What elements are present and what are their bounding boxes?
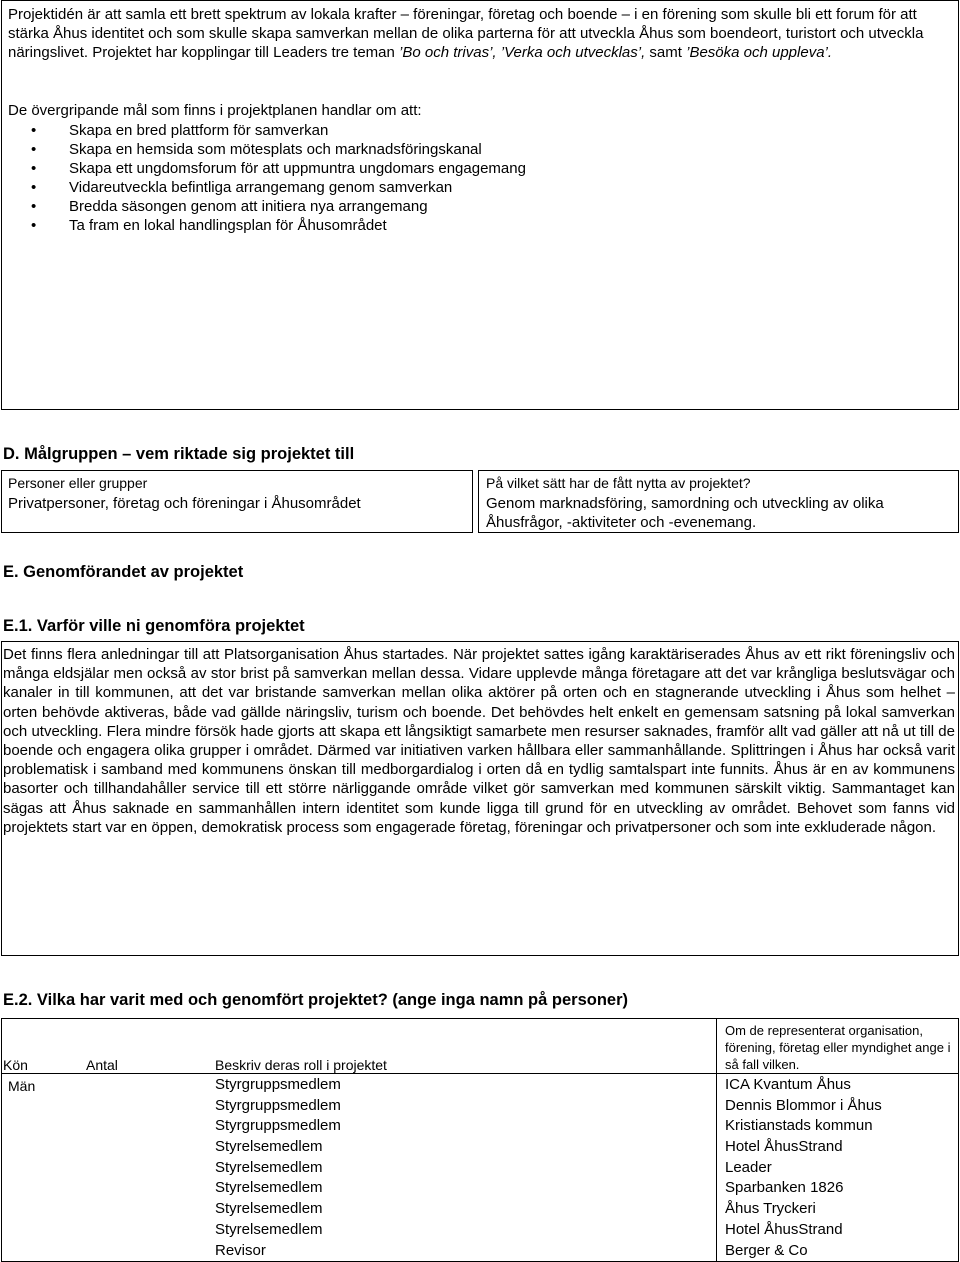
role-item: Styrgruppsmedlem [215, 1117, 341, 1135]
goals-list [3, 121, 903, 235]
organisation-item: ICA Kvantum Åhus [725, 1076, 851, 1093]
organisation-item: Åhus Tryckeri [725, 1200, 816, 1218]
goal-item: • Skapa en hemsida som mötesplats och marknadsföringskanal [3, 140, 903, 159]
section-d-heading: D. Målgruppen – vem riktade sig projektet till [3, 445, 355, 463]
organisation-item: Dennis Blommor i Åhus [725, 1096, 882, 1114]
role-item: Styrelsemedlem [215, 1158, 323, 1176]
target-group-label: Personer eller grupper [8, 475, 148, 491]
goal-item: • Skapa ett ungdomsforum för att uppmuntra ungdomars engagemang [3, 159, 903, 178]
table-header-divider [1, 1073, 959, 1074]
row-gender: Män [8, 1078, 36, 1094]
role-item: Revisor [215, 1241, 266, 1259]
organisation-item: Hotel ÅhusStrand [725, 1138, 843, 1156]
organisation-item: Hotel ÅhusStrand [725, 1220, 843, 1238]
table-column-divider [716, 1018, 717, 1262]
role-item: Styrelsemedlem [215, 1220, 323, 1238]
section-e2-heading: E.2. Vilka har varit med och genomfört projektet? (ange inga namn på personer) [3, 991, 629, 1009]
col-header-role: Beskriv deras roll i projektet [215, 1057, 387, 1073]
goal-item: • Skapa en bred plattform för samverkan [3, 121, 903, 140]
project-intro-text [8, 5, 952, 62]
benefit-value: Genom marknadsföring, samordning och utveckling av olika Åhusfrågor, -aktiviteter och -evenemang. [486, 495, 884, 531]
goals-heading: De övergripande mål som finns i projektplanen handlar om att: [8, 102, 422, 119]
organisation-item: Leader [725, 1158, 772, 1176]
e1-text: Det finns flera anledningar till att Platsorganisation Åhus startades. När projektet sattes igång karaktäriserades Åhus av ett rikt föreningsliv och många eldsjälar men också av stor brist på samverkan mellan dessa. Vidare upplevde många företagare att det var krångliga beslutsvägar och kanaler in till kommunen, att det var bristande samverkan mellan olika aktörer på orten och en stagnerande utveckling i Åhus som helhet – orten behövde aktiveras, både vad gällde näringsliv, turism och boende. Det behövdes helt enkelt en gemensam satsning på lokal samverkan och utveckling. Flera mindre försök hade gjorts att skapa ett långsiktigt samarbete men resurser saknades, framför allt vad gäller att nå ut till de boende och engagera olika grupper i området. Därmed var initiativen varken hållbara eller sammanhållande. Splittringen i Åhus har också varit problematisk i samband med kommunens önskan till medborgardialog i orten då en tydlig samtalspart inte funnits. Åhus är en av kommunens basorter och tillhandahåller service till ett större närliggande område vilket gör samverkan med kommunen särskilt viktig. Sammantaget kan sägas att Åhus saknade en sammanhållen intern identitet som kunde ligga till grund för en utveckling av området. Behovet som fanns vid projektets start var en öppen, demokratisk process som engagerade företag, föreningar och privatpersoner och som inte exkluderade någon. [3, 646, 955, 836]
goal-item: • Ta fram en lokal handlingsplan för Åhusområdet [3, 216, 903, 235]
goal-item: • Bredda säsongen genom att initiera nya arrangemang [3, 197, 903, 216]
organisation-item: Sparbanken 1826 [725, 1179, 844, 1197]
role-item: Styrelsemedlem [215, 1138, 323, 1156]
section-e-heading: E. Genomförandet av projektet [3, 563, 244, 581]
intro-themes-2: ’Besöka och uppleva’. [686, 44, 833, 61]
col-header-gender: Kön [3, 1057, 28, 1073]
intro-text: Projektidén är att samla ett brett spektrum av lokala krafter – föreningar, företag och boende – i en förening som skulle bli ett forum för att stärka Åhus identitet och som skulle skapa samverkan mellan de olika parterna för att utveckla Åhus som boendeort, turistort och utveckla näringslivet. Projektet har kopplingar till Leaders tre teman [8, 6, 924, 61]
organisation-item: Berger & Co [725, 1241, 808, 1259]
target-group-value: Privatpersoner, företag och föreningar i Åhusområdet [8, 495, 361, 512]
col-header-count: Antal [86, 1057, 118, 1073]
role-item: Styrgruppsmedlem [215, 1076, 341, 1093]
role-item: Styrelsemedlem [215, 1179, 323, 1197]
col-header-organisation: Om de representerat organisation, förening, företag eller myndighet ange i så fall vilken. [725, 1023, 951, 1072]
organisation-item: Kristianstads kommun [725, 1117, 873, 1135]
role-item: Styrelsemedlem [215, 1200, 323, 1218]
intro-themes-1: ’Bo och trivas’, ’Verka och utvecklas’, [399, 44, 646, 61]
organisations-list [725, 1075, 955, 1261]
roles-list [215, 1075, 695, 1261]
intro-conj: samt [645, 44, 687, 61]
benefit-label: På vilket sätt har de fått nytta av projektet? [486, 475, 751, 491]
goal-item: • Vidareutveckla befintliga arrangemang genom samverkan [3, 178, 903, 197]
role-item: Styrgruppsmedlem [215, 1096, 341, 1114]
section-e1-heading: E.1. Varför ville ni genomföra projektet [3, 617, 305, 635]
